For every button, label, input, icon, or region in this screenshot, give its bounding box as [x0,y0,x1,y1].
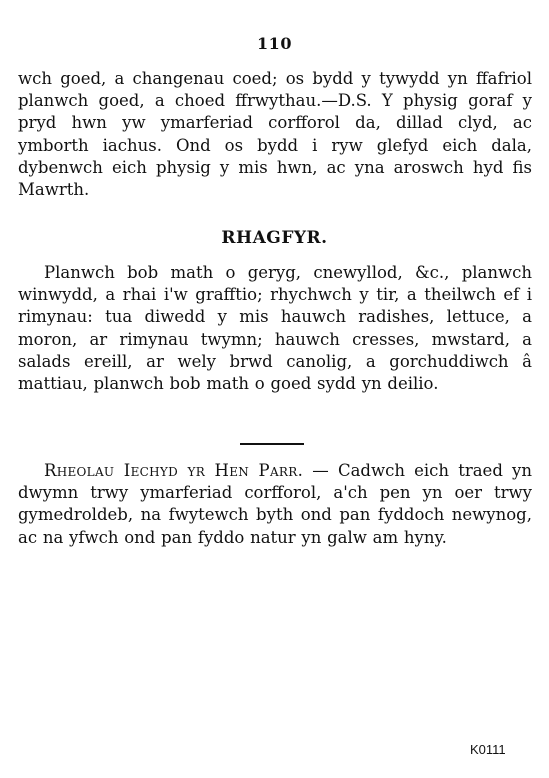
archive-id: K0111 [470,742,506,757]
paragraph-dash: — [303,461,338,480]
paragraph-text: Planwch bob math o geryg, cnewyllod, &c., planwch winwydd, a rhai i'w grafftio; rhychwch y tir, a theilwch ef i rimynau: tua diwedd y mis hauwch radishes, lettuce, a moron, ar rimynau twymn; hauwch cresses, mwstard, a salads ereill, ar wely brwd canolig, a gorchuddiwch â mattiau, planwch bob math o goed sydd yn deilio. [18,263,532,394]
paragraph-text: wch goed, a changenau coed; os bydd y tywydd yn ffafriol planwch goed, a choed ffrwythau.—D.S. Y physig goraf y pryd hwn yw ymarferiad corfforol da, dillad clyd, ac ymborth iachus. Ond os bydd i ryw glefyd eich dala, dybenwch eich physig y mis hwn, ac yna aroswch hyd fis Mawrth. [18,69,532,200]
page-number: 110 [257,34,292,53]
section-heading: RHAGFYR. [221,228,328,248]
paragraph-december [18,262,532,395]
paragraph-body [18,460,532,549]
paragraph-continuation [18,68,532,201]
paragraph-health-rules [18,460,532,549]
section-divider [240,443,304,445]
paragraph-text: Cadwch eich traed yn dwymn trwy ymarferiad corfforol, a'ch pen yn oer trwy gymedroldeb, na fwytewch byth ond pan fyddoch newynog, ac na yfwch ond pan fyddo natur yn galw am hyny. [18,461,532,547]
paragraph-title: Rheolau Iechyd yr Hen Parr. [44,461,304,480]
